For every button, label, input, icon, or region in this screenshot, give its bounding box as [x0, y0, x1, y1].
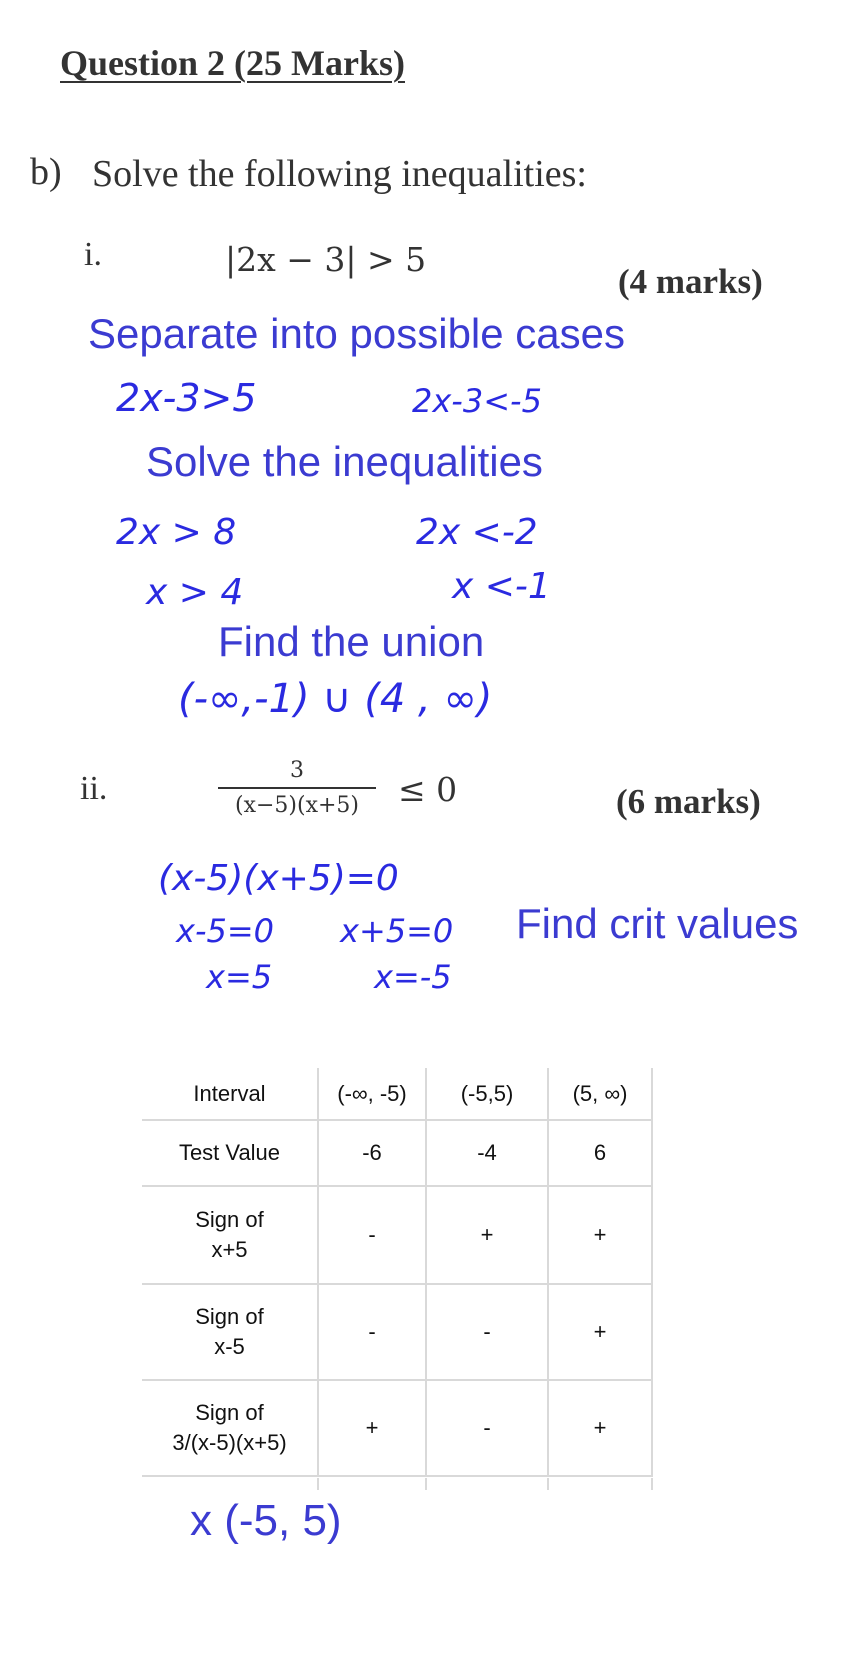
final-answer: x (-5, 5): [190, 1496, 342, 1545]
hand-root-1: x=5: [206, 958, 273, 996]
table-gridline-tail: [547, 1478, 549, 1490]
part-label: b): [30, 151, 62, 193]
table-cell: -4: [426, 1120, 548, 1186]
note-find-union: Find the union: [218, 618, 485, 665]
table-cell: +: [548, 1186, 652, 1284]
table-cell: -: [318, 1186, 426, 1284]
table-gridline-tail: [317, 1478, 319, 1490]
hand-case-b: 2x-3<-5: [412, 382, 542, 420]
table-cell: 6: [548, 1120, 652, 1186]
item-ii-marks: (6 marks): [616, 782, 761, 821]
table-cell: -: [318, 1284, 426, 1380]
table-row: [142, 1284, 652, 1380]
hand-a1: 2x > 8: [116, 512, 237, 553]
table-row: [142, 1120, 652, 1186]
table-cell: -6: [318, 1120, 426, 1186]
part-instruction: Solve the following inequalities:: [92, 153, 587, 195]
hand-product-equation: (x-5)(x+5)=0: [158, 858, 399, 899]
table-cell: -: [426, 1380, 548, 1476]
row-label: Sign of x-5: [142, 1284, 318, 1380]
row-label: Sign of x+5: [142, 1186, 318, 1284]
note-find-crit-values: Find crit values: [516, 900, 799, 947]
table-cell: -: [426, 1284, 548, 1380]
table-cell: +: [318, 1380, 426, 1476]
item-ii-relation: ≤ 0: [398, 770, 458, 809]
table-gridline-tail: [651, 1478, 653, 1490]
item-ii-label: ii.: [80, 770, 108, 807]
hand-factor-1: x-5=0: [176, 912, 275, 950]
header-interval-1: (-∞, -5): [318, 1068, 426, 1120]
hand-b2: x <-1: [452, 566, 551, 607]
header-interval: Interval: [142, 1068, 318, 1120]
hand-root-2: x=-5: [374, 958, 452, 996]
item-ii-fraction: [218, 758, 376, 818]
hand-a2: x > 4: [146, 572, 244, 613]
question-heading: Question 2 (25 Marks): [60, 43, 405, 83]
table-cell: +: [548, 1284, 652, 1380]
row-label: Sign of 3/(x-5)(x+5): [142, 1380, 318, 1476]
table-cell: +: [426, 1186, 548, 1284]
item-i-marks: (4 marks): [618, 262, 763, 301]
fraction-denominator: (x−5)(x+5): [234, 793, 359, 818]
table-row: [142, 1186, 652, 1284]
hand-union-answer: (-∞,-1) ∪ (4 , ∞): [178, 676, 493, 722]
note-solve-inequalities: Solve the inequalities: [146, 438, 543, 485]
hand-b1: 2x <-2: [416, 512, 538, 553]
row-label: Test Value: [142, 1120, 318, 1186]
table-header-row: [142, 1068, 652, 1120]
hand-case-a: 2x-3>5: [116, 376, 257, 420]
note-separate-cases: Separate into possible cases: [88, 310, 625, 357]
table-gridline-tail: [425, 1478, 427, 1490]
table-row: [142, 1380, 652, 1476]
header-interval-2: (-5,5): [426, 1068, 548, 1120]
header-interval-3: (5, ∞): [548, 1068, 652, 1120]
sign-chart-table: [142, 1068, 653, 1477]
hand-factor-2: x+5=0: [340, 912, 454, 950]
table-cell: +: [548, 1380, 652, 1476]
fraction-numerator: 3: [290, 758, 304, 783]
item-i-expression: |2x − 3| > 5: [225, 240, 427, 279]
item-i-label: i.: [84, 236, 102, 273]
